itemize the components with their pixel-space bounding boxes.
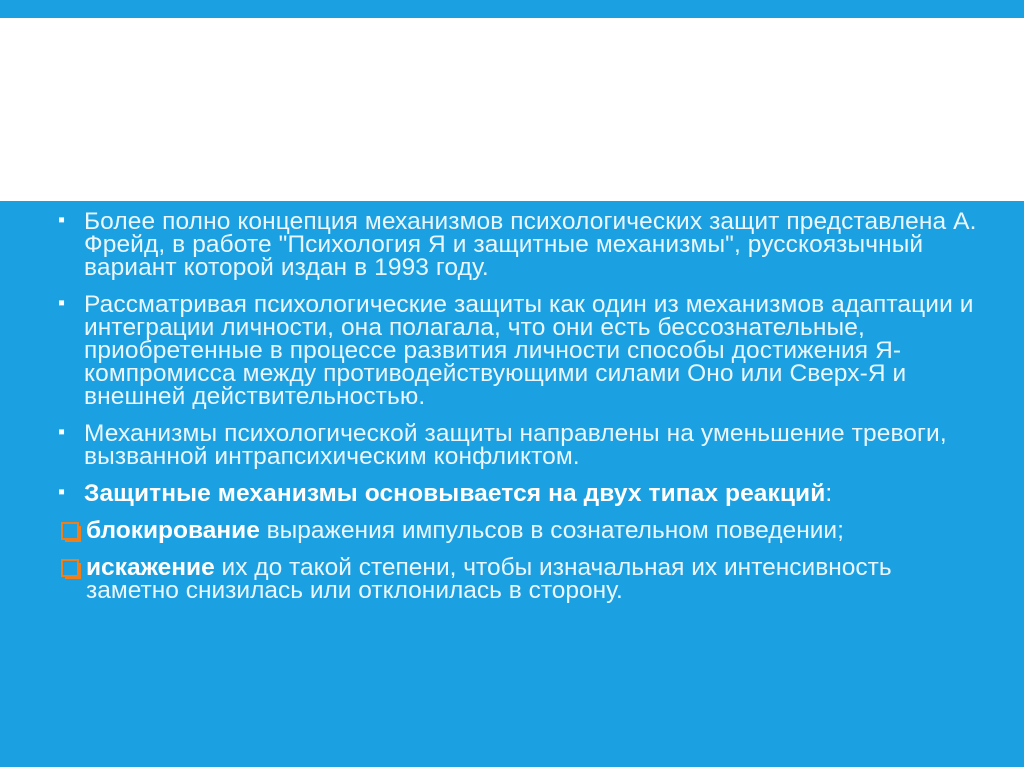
bullet-item	[58, 210, 978, 279]
checkbox-square-icon	[61, 522, 79, 540]
bullet-text: Рассматривая психологические защиты как один из механизмов адаптации и интеграции личности, она полагала, что они есть бессознательные, приобретенные в процессе развития личности способы достижения Я- компромисса между противодействующими силами Оно или Сверх-Я и внешней действительностью.	[84, 291, 974, 410]
bullet-dot-icon: ▪	[58, 481, 66, 503]
bullet-tail-text: :	[825, 480, 833, 507]
sub-bullet-item	[58, 556, 978, 602]
bullet-text: Механизмы психологической защиты направлены на уменьшение тревоги, вызванной интрапсихическим конфликтом.	[84, 420, 947, 470]
sub-bullet-item	[58, 519, 978, 542]
bullet-strong-text: Защитные механизмы основывается на двух типах реакций	[84, 480, 826, 507]
sub-bullet-text: их до такой степени, чтобы изначальная их интенсивность заметно снизилась или отклонилась в сторону.	[86, 554, 892, 604]
bullet-dot-icon: ▪	[58, 292, 66, 314]
bullet-text: Более полно концепция механизмов психологических защит представлена А. Фрейд, в работе "Психология Я и защитные механизмы", русскоязычный вариант которой издан в 1993 году.	[84, 208, 977, 281]
checkbox-square-icon	[61, 559, 79, 577]
slide-content	[58, 210, 978, 616]
sub-bullet-keyword: искажение	[86, 554, 215, 581]
sub-bullet-keyword: блокирование	[86, 517, 260, 544]
bullet-dot-icon: ▪	[58, 209, 66, 231]
bullet-item	[58, 293, 978, 408]
bullet-item	[58, 422, 978, 468]
title-band	[0, 18, 1024, 201]
sub-bullet-text: выражения импульсов в сознательном поведении;	[259, 517, 844, 544]
bullet-item	[58, 482, 978, 505]
top-stripe	[0, 0, 1024, 18]
bullet-dot-icon: ▪	[58, 421, 66, 443]
